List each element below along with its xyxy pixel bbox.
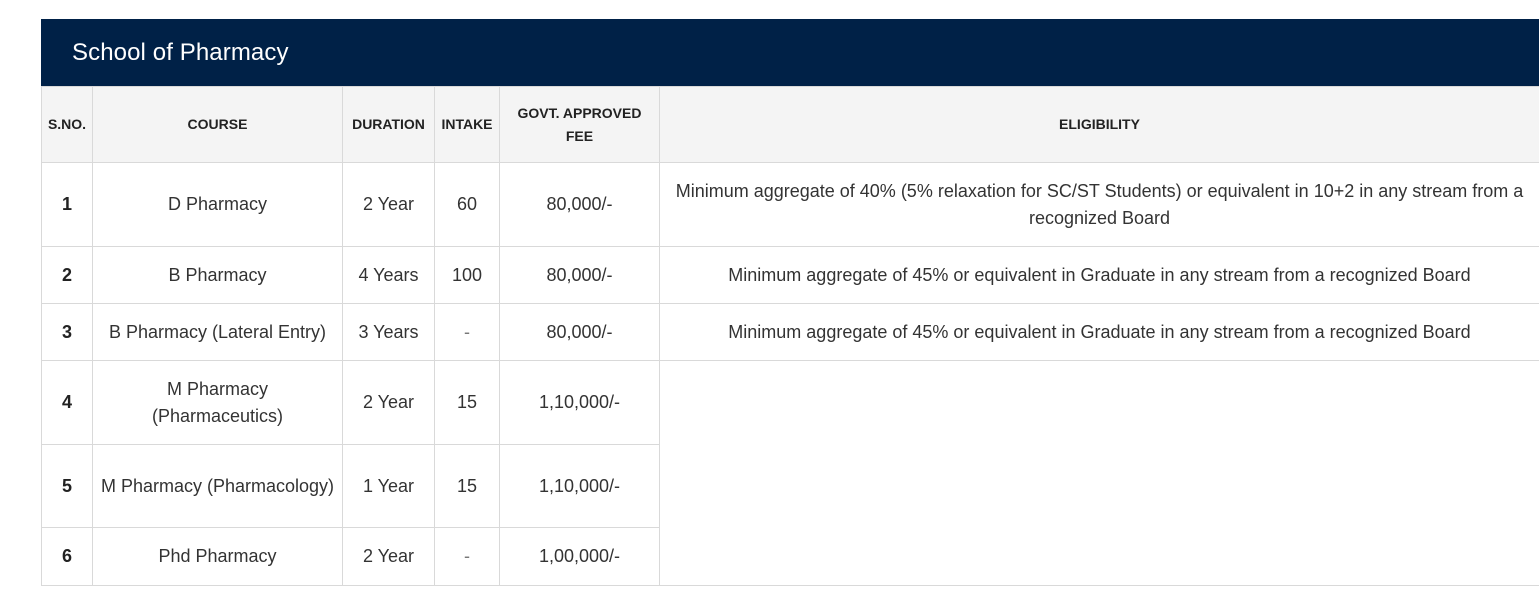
cell-intake: 60	[435, 163, 500, 247]
cell-fee: 80,000/-	[500, 304, 660, 361]
cell-course: B Pharmacy (Lateral Entry)	[93, 304, 343, 361]
table-row	[42, 247, 1539, 304]
table-row	[42, 304, 1539, 361]
header-duration: DURATION	[343, 87, 435, 163]
cell-sno: 6	[42, 528, 93, 586]
cell-duration: 2 Year	[343, 163, 435, 247]
cell-duration: 3 Years	[343, 304, 435, 361]
cell-eligibility: Minimum aggregate of 40% (5% relaxation for SC/ST Students) or equivalent in 10+2 in any stream from a recognized Board	[660, 163, 1539, 247]
cell-eligibility: Minimum aggregate of 45% or equivalent in Graduate in any stream from a recognized Board	[660, 247, 1539, 304]
cell-sno: 3	[42, 304, 93, 361]
table-header-row	[42, 87, 1539, 163]
cell-duration: 4 Years	[343, 247, 435, 304]
cell-duration: 2 Year	[343, 528, 435, 586]
cell-duration: 1 Year	[343, 445, 435, 528]
cell-sno: 4	[42, 361, 93, 445]
table-row	[42, 361, 1539, 445]
school-of-pharmacy-panel	[41, 19, 1539, 586]
cell-fee: 1,10,000/-	[500, 445, 660, 528]
header-fee: GOVT. APPROVED FEE	[500, 87, 660, 163]
section-title: School of Pharmacy	[72, 38, 289, 66]
cell-sno: 5	[42, 445, 93, 528]
header-sno: S.NO.	[42, 87, 93, 163]
cell-sno: 1	[42, 163, 93, 247]
cell-course: M Pharmacy (Pharmacology)	[93, 445, 343, 528]
header-eligibility: ELIGIBILITY	[660, 87, 1539, 163]
header-intake: INTAKE	[435, 87, 500, 163]
header-course: COURSE	[93, 87, 343, 163]
cell-intake: 100	[435, 247, 500, 304]
section-header	[41, 19, 1539, 86]
cell-fee: 80,000/-	[500, 163, 660, 247]
cell-intake: -	[435, 304, 500, 361]
cell-fee: 1,00,000/-	[500, 528, 660, 586]
cell-duration: 2 Year	[343, 361, 435, 445]
cell-fee: 1,10,000/-	[500, 361, 660, 445]
cell-intake: 15	[435, 361, 500, 445]
cell-sno: 2	[42, 247, 93, 304]
table-row	[42, 163, 1539, 247]
cell-course: M Pharmacy (Pharmaceutics)	[93, 361, 343, 445]
cell-course: B Pharmacy	[93, 247, 343, 304]
cell-eligibility-empty	[660, 361, 1539, 586]
courses-table	[41, 86, 1539, 586]
cell-intake: 15	[435, 445, 500, 528]
cell-eligibility: Minimum aggregate of 45% or equivalent in Graduate in any stream from a recognized Board	[660, 304, 1539, 361]
cell-fee: 80,000/-	[500, 247, 660, 304]
cell-intake: -	[435, 528, 500, 586]
cell-course: D Pharmacy	[93, 163, 343, 247]
cell-course: Phd Pharmacy	[93, 528, 343, 586]
